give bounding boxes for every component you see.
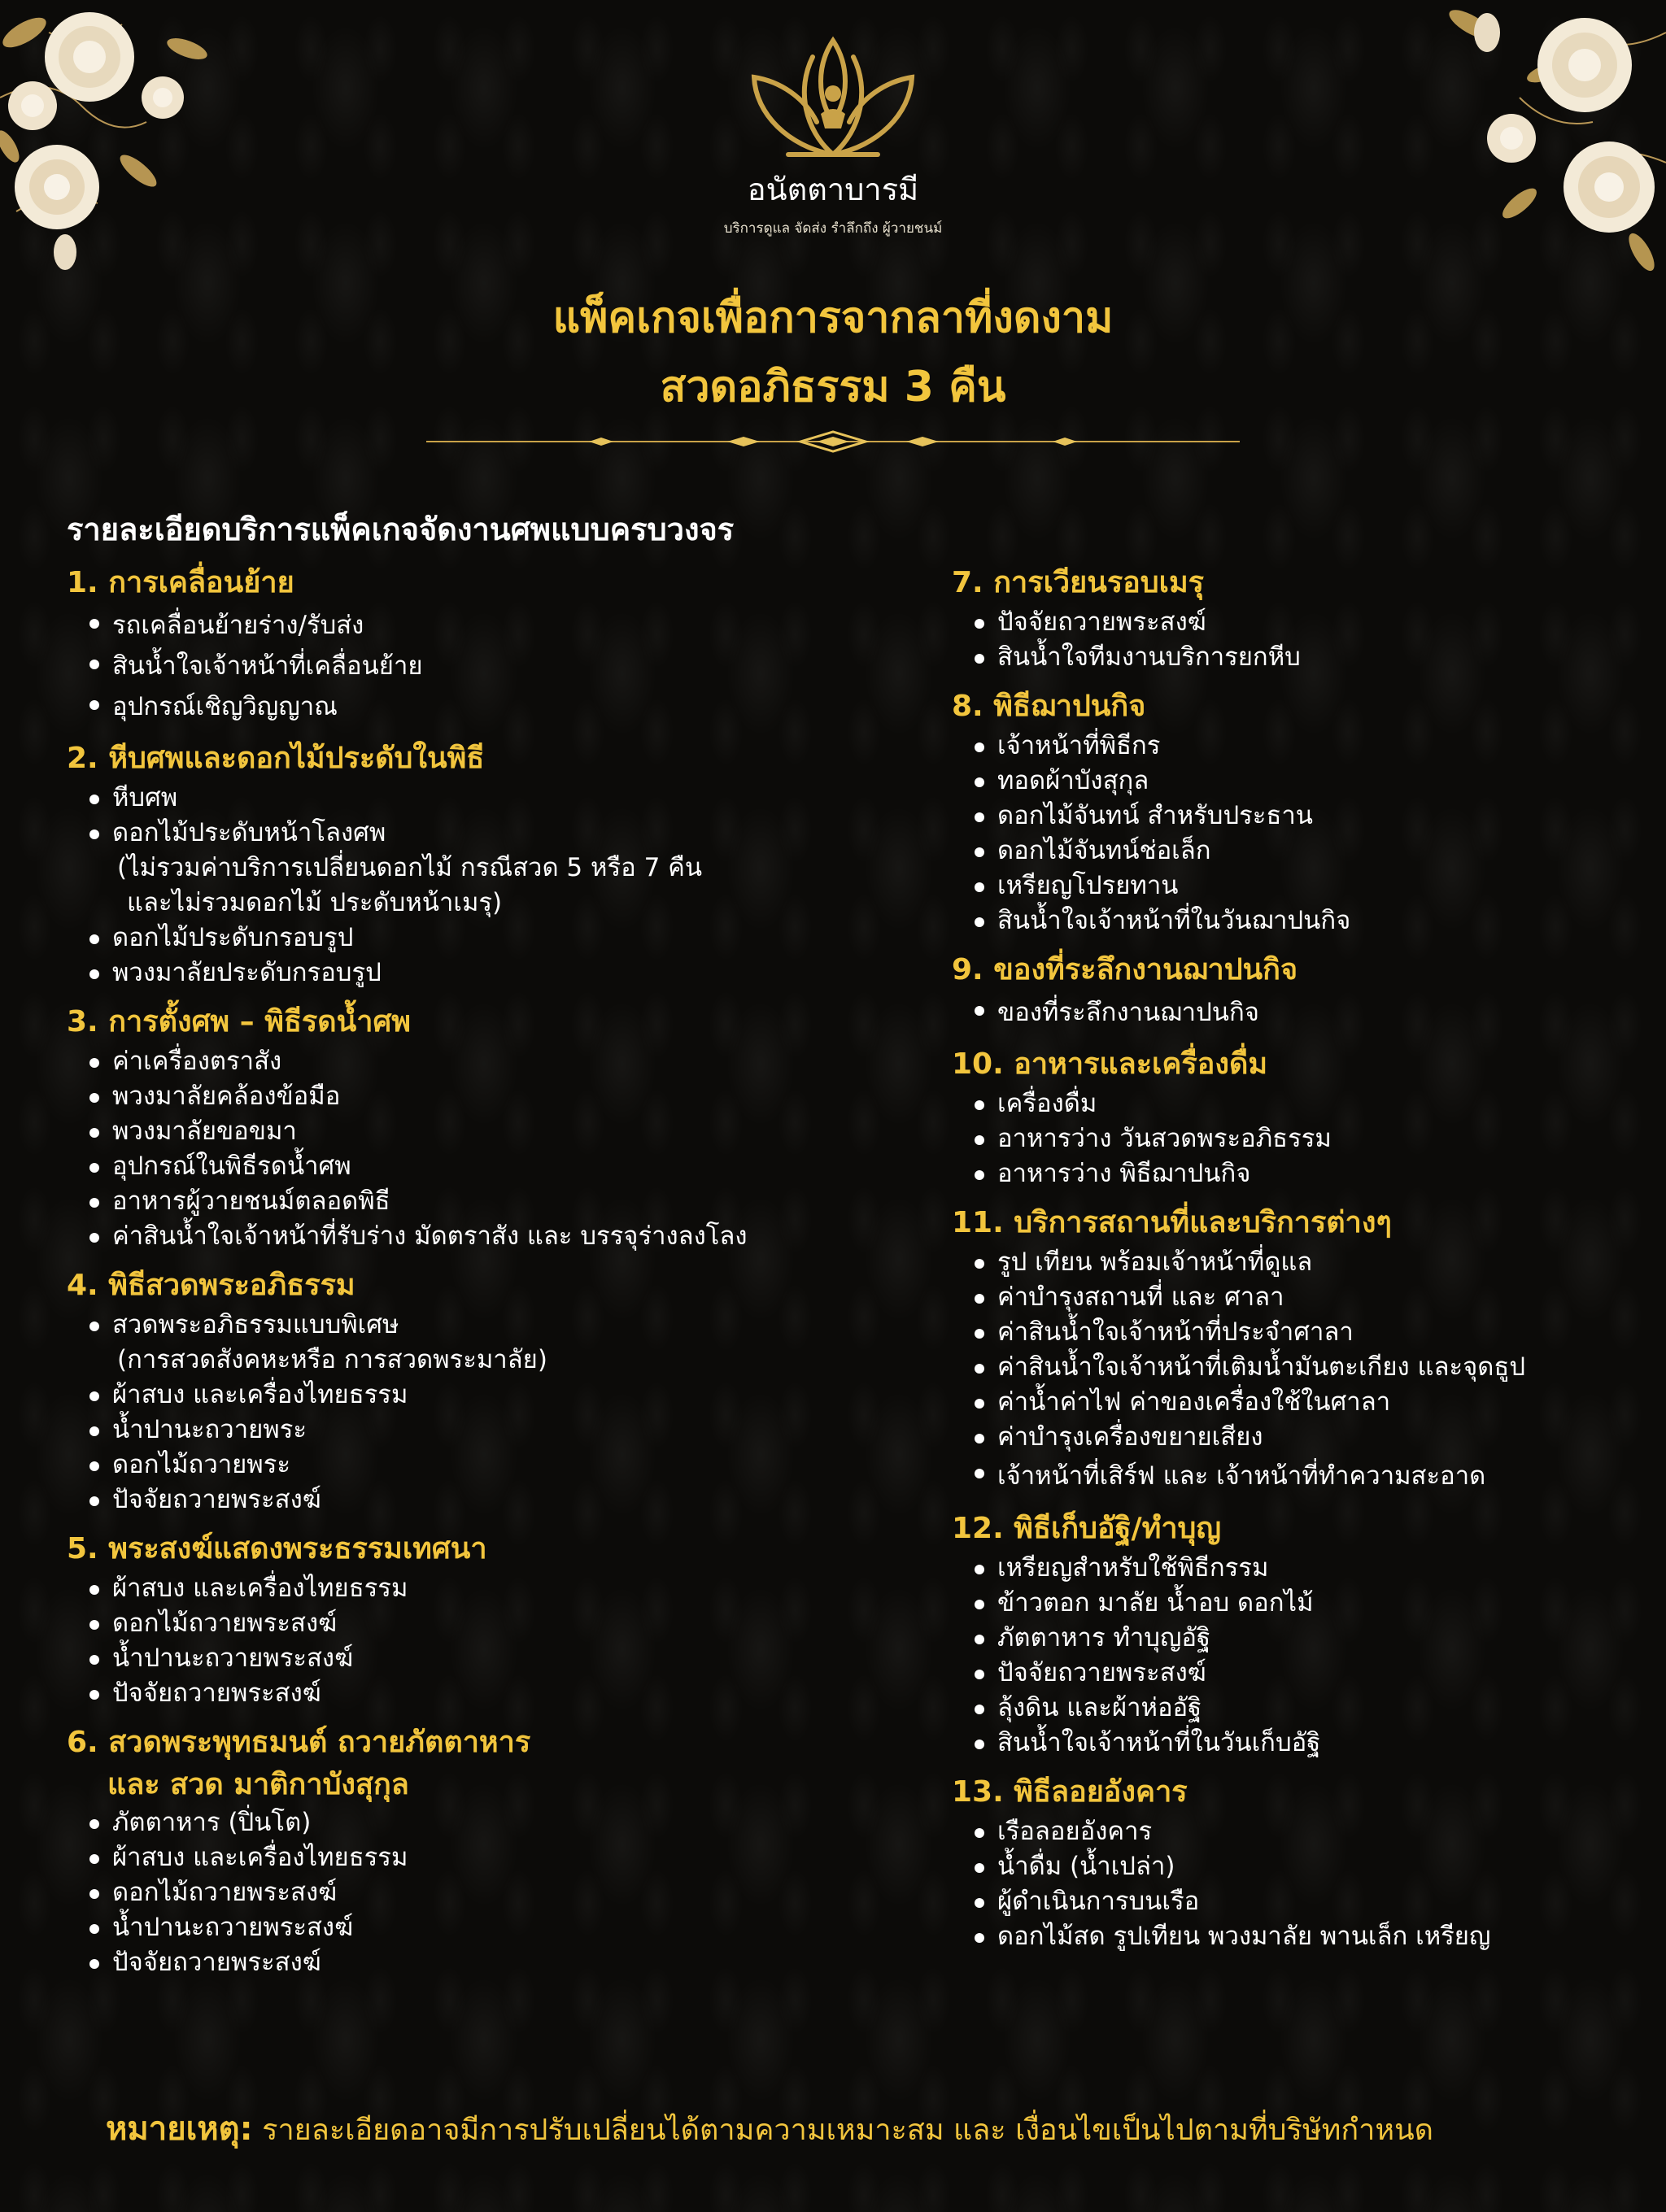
list-item: อุปกรณ์เชิญวิญญาณ <box>67 686 880 727</box>
list-item: ทอดผ้าบังสุกุล <box>952 764 1643 799</box>
list-item: ปัจจัยถวายพระสงฆ์ <box>67 1676 880 1711</box>
list-item: ค่าเครื่องตราสัง <box>67 1044 880 1079</box>
section-12 <box>952 1507 1643 1761</box>
section-title: 6. สวดพระพุทธมนต์ ถวายภัตตาหาร <box>67 1726 531 1759</box>
list-item: รูป เทียน พร้อมเจ้าหน้าที่ดูแล <box>952 1245 1643 1280</box>
list-item: ของที่ระลึกงานฌาปนกิจ <box>952 992 1643 1033</box>
list-item: ผ้าสบง และเครื่องไทยธรรม <box>67 1840 880 1875</box>
list-item-note: (การสวดสังคหะหรือ การสวดพระมาลัย) <box>117 1345 547 1374</box>
list-item-note: (ไม่รวมค่าบริการเปลี่ยนดอกไม้ กรณีสวด 5 หรือ 7 คืน <box>117 853 703 882</box>
section-title: 5. พระสงฆ์แสดงพระธรรมเทศนา <box>67 1532 487 1565</box>
list-item: ผ้าสบง และเครื่องไทยธรรม <box>67 1378 880 1413</box>
brand-logo <box>719 33 947 239</box>
list-item: ดอกไม้ประดับหน้าโลงศพ <box>67 816 880 851</box>
right-column <box>952 561 1643 1964</box>
left-column <box>67 561 880 1990</box>
list-item: น้ำปานะถวายพระ <box>67 1413 880 1448</box>
list-item: สินน้ำใจเจ้าหน้าที่ในวันเก็บอัฐิ <box>952 1726 1643 1761</box>
flower-decoration-right-icon <box>1422 0 1666 293</box>
list-item: พวงมาลัยขอขมา <box>67 1114 880 1149</box>
list-item: น้ำปานะถวายพระสงฆ์ <box>67 1641 880 1676</box>
list-item: ค่าน้ำค่าไฟ ค่าของเครื่องใช้ในศาลา <box>952 1385 1643 1420</box>
list-item: พวงมาลัยประดับกรอบรูป <box>67 956 880 991</box>
list-item: อุปกรณ์ในพิธีรดน้ำศพ <box>67 1149 880 1184</box>
page-subtitle: สวดอภิธรรม 3 คืน <box>660 363 1006 411</box>
section-title: 10. อาหารและเครื่องดื่ม <box>952 1047 1268 1081</box>
ornament-divider-icon <box>426 429 1240 454</box>
section-title: 8. พิธีฌาปนกิจ <box>952 690 1146 723</box>
list-item: สวดพระอภิธรรมแบบพิเศษ <box>67 1308 880 1343</box>
list-item: เจ้าหน้าที่พิธีกร <box>952 729 1643 764</box>
list-item: ปัจจัยถวายพระสงฆ์ <box>67 1483 880 1517</box>
list-item: เหรียญโปรยทาน <box>952 869 1643 904</box>
list-item: ปัจจัยถวายพระสงฆ์ <box>952 1656 1643 1691</box>
list-item: ค่าบำรุงสถานที่ และ ศาลา <box>952 1280 1643 1315</box>
brand-tagline: บริการดูแล จัดส่ง รำลึกถึง ผู้วายชนม์ <box>723 220 943 237</box>
list-item: ดอกไม้จันทน์ สำหรับประธาน <box>952 799 1643 834</box>
flower-decoration-left-icon <box>0 0 244 276</box>
list-item: อาหารว่าง วันสวดพระอภิธรรม <box>952 1121 1643 1156</box>
section-9 <box>952 948 1643 1033</box>
note-label: หมายเหตุ: <box>106 2110 253 2148</box>
list-item: รถเคลื่อนย้ายร่าง/รับส่ง <box>67 605 880 646</box>
list-item: เครื่องดื่ม <box>952 1086 1643 1121</box>
section-13 <box>952 1770 1643 1954</box>
list-item: ดอกไม้ประดับกรอบรูป <box>67 921 880 956</box>
section-title: 7. การเวียนรอบเมรุ <box>952 566 1205 599</box>
list-item: ข้าวตอก มาลัย น้ำอบ ดอกไม้ <box>952 1586 1643 1621</box>
list-item: ดอกไม้ถวายพระสงฆ์ <box>67 1875 880 1910</box>
footer-note <box>106 2102 1433 2154</box>
list-item: ค่าสินน้ำใจเจ้าหน้าที่ประจำศาลา <box>952 1315 1643 1350</box>
list-item: หีบศพ <box>67 781 880 816</box>
list-item: น้ำปานะถวายพระสงฆ์ <box>67 1910 880 1945</box>
list-item: อาหารว่าง พิธีฌาปนกิจ <box>952 1156 1643 1191</box>
section-heading: รายละเอียดบริการแพ็คเกจจัดงานศพแบบครบวงจร <box>67 512 735 547</box>
section-8 <box>952 685 1643 938</box>
list-item: ค่าบำรุงเครื่องขยายเสียง <box>952 1420 1643 1455</box>
list-item: ดอกไม้สด รูปเทียน พวงมาลัย พานเล็ก เหรียญ <box>952 1919 1643 1954</box>
list-item: สินน้ำใจเจ้าหน้าที่เคลื่อนย้าย <box>67 646 880 686</box>
section-title: 3. การตั้งศพ – พิธีรดน้ำศพ <box>67 1005 412 1039</box>
section-11 <box>952 1201 1643 1497</box>
section-10 <box>952 1043 1643 1191</box>
section-5 <box>67 1527 880 1711</box>
section-7 <box>952 561 1643 675</box>
list-item: ดอกไม้ถวายพระ <box>67 1448 880 1483</box>
list-item: เหรียญสำหรับใช้พิธีกรรม <box>952 1551 1643 1586</box>
section-6 <box>67 1721 880 1980</box>
list-item: สินน้ำใจเจ้าหน้าที่ในวันฌาปนกิจ <box>952 904 1643 938</box>
page-title: แพ็คเกจเพื่อการจากลาที่งดงาม <box>552 294 1114 342</box>
list-item-note: และไม่รวมดอกไม้ ประดับหน้าเมรุ) <box>127 888 503 917</box>
list-item: ดอกไม้จันทน์ช่อเล็ก <box>952 834 1643 869</box>
section-2 <box>67 737 880 991</box>
note-text: รายละเอียดอาจมีการปรับเปลี่ยนได้ตามความเหมาะสม และ เงื่อนไขเป็นไปตามที่บริษัทกำหนด <box>262 2114 1434 2147</box>
lotus-logo-icon <box>739 33 927 163</box>
list-item: ปัจจัยถวายพระสงฆ์ <box>952 605 1643 640</box>
section-title: 2. หีบศพและดอกไม้ประดับในพิธี <box>67 742 485 775</box>
list-item: เรือลอยอังคาร <box>952 1814 1643 1849</box>
section-title: 12. พิธีเก็บอัฐิ/ทำบุญ <box>952 1512 1222 1545</box>
list-item: ดอกไม้ถวายพระสงฆ์ <box>67 1606 880 1641</box>
section-3 <box>67 1000 880 1254</box>
brand-name: อนัตตาบารมี <box>747 172 919 207</box>
list-item: ผู้ดำเนินการบนเรือ <box>952 1884 1643 1919</box>
section-title: 9. ของที่ระลึกงานฌาปนกิจ <box>952 953 1298 986</box>
list-item: ค่าสินน้ำใจเจ้าหน้าที่รับร่าง มัดตราสัง และ บรรจุร่างลงโลง <box>67 1219 880 1254</box>
list-item: อาหารผู้วายชนม์ตลอดพิธี <box>67 1184 880 1219</box>
list-item: ลุ้งดิน และผ้าห่ออัฐิ <box>952 1691 1643 1726</box>
list-item: ภัตตาหาร (ปิ่นโต) <box>67 1805 880 1840</box>
section-title: 13. พิธีลอยอังคาร <box>952 1775 1188 1809</box>
section-4 <box>67 1264 880 1517</box>
list-item: ภัตตาหาร ทำบุญอัฐิ <box>952 1621 1643 1656</box>
section-1 <box>67 561 880 727</box>
list-item: น้ำดื่ม (น้ำเปล่า) <box>952 1849 1643 1884</box>
list-item: สินน้ำใจทีมงานบริการยกหีบ <box>952 640 1643 675</box>
list-item: ปัจจัยถวายพระสงฆ์ <box>67 1945 880 1980</box>
list-item: พวงมาลัยคล้องข้อมือ <box>67 1079 880 1114</box>
section-subtitle: และ สวด มาติกาบังสุกุล <box>107 1768 409 1801</box>
section-title: 4. พิธีสวดพระอภิธรรม <box>67 1269 355 1302</box>
list-item: ผ้าสบง และเครื่องไทยธรรม <box>67 1571 880 1606</box>
list-item: เจ้าหน้าที่เสิร์ฟ และ เจ้าหน้าที่ทำความสะอาด <box>952 1455 1643 1497</box>
section-title: 1. การเคลื่อนย้าย <box>67 566 294 599</box>
section-title: 11. บริการสถานที่และบริการต่างๆ <box>952 1206 1392 1239</box>
list-item: ค่าสินน้ำใจเจ้าหน้าที่เติมน้ำมันตะเกียง และจุดธูป <box>952 1350 1643 1385</box>
